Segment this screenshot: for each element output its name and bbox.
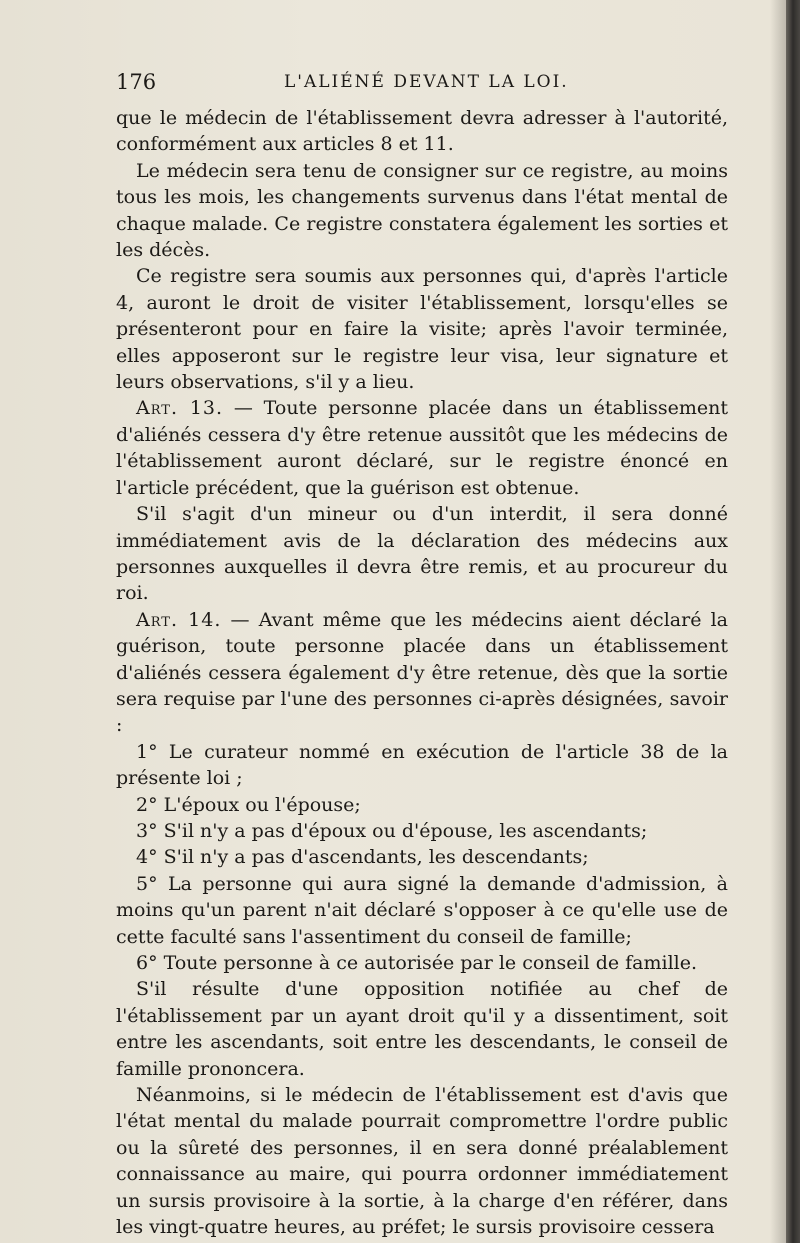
page-gutter-shadow [770,0,786,1243]
list-item: 4° S'il n'y a pas d'ascendants, les descendants; [136,846,589,869]
article-number: Art. 14. [136,608,222,631]
paragraph: Ce registre sera soumis aux personnes qui, d'après l'article 4, auront le droit de visiter l'établissement, lorsqu'elles se présenteront pour en faire la visite; après l'avoir terminée, elles apposeront sur le registre leur visa, leur signature et leurs observations, s'il y a lieu. [116,265,728,394]
paragraph: S'il résulte d'une opposition notifiée au chef de l'établissement par un ayant droit qu'il y a dissentiment, soit entre les ascendants, soit entre les descendants, le conseil de famille prononcera. [116,978,728,1080]
paragraph: que le médecin de l'établissement devra adresser à l'autorité, conformément aux articles 8 et 11. [116,107,728,156]
page-number: 176 [116,70,157,94]
list-item: 1° Le curateur nommé en exécution de l'article 38 de la présente loi ; [116,740,728,790]
page-header [116,70,728,100]
body-text [116,105,728,1240]
running-title: L'ALIÉNÉ DEVANT LA LOI. [284,72,569,92]
list-item: 5° La personne qui aura signé la demande d'admission, à moins qu'un parent n'ait déclaré s'opposer à ce qu'elle use de cette faculté sans l'assentiment du conseil de famille; [116,872,728,948]
article-paragraph: Art. 13. — Toute personne placée dans un établissement d'aliénés cessera d'y être retenue aussitôt que les médecins de l'établissement auront déclaré, sur le registre énoncé en l'article précédent, que la guérison est obtenue. [116,397,728,499]
list-item: 6° Toute personne à ce autorisée par le conseil de famille. [136,952,698,974]
book-edge [786,0,800,1243]
article-paragraph: Art. 14. — Avant même que les médecins aient déclaré la guérison, toute personne placée dans un établissement d'aliénés cessera également d'y être retenue, dès que la sortie sera requise par l'une des personnes ci-après désignées, savoir : [116,608,728,737]
paragraph: Néanmoins, si le médecin de l'établissement est d'avis que l'état mental du malade pourrait compromettre l'ordre public ou la sûreté des personnes, il en sera donné préalablement connaissance au maire, qui pourra ordonner immédiatement un sursis provisoire à la sortie, à la charge d'en référer, dans les vingt-quatre heures, au préfet; le sursis provisoire cessera [116,1084,728,1239]
paragraph: S'il s'agit d'un mineur ou d'un interdit, il sera donné immédiatement avis de la déclaration des médecins aux personnes auxquelles il devra être remis, et au procureur du roi. [116,503,728,605]
list-item: 3° S'il n'y a pas d'époux ou d'épouse, les ascendants; [136,819,648,842]
article-number: Art. 13. [136,397,224,420]
paragraph: Le médecin sera tenu de consigner sur ce registre, au moins tous les mois, les changements survenus dans l'état mental de chaque malade. Ce registre constatera également les sorties et les décès. [116,159,728,262]
list-item: 2° L'époux ou l'épouse; [136,793,361,816]
